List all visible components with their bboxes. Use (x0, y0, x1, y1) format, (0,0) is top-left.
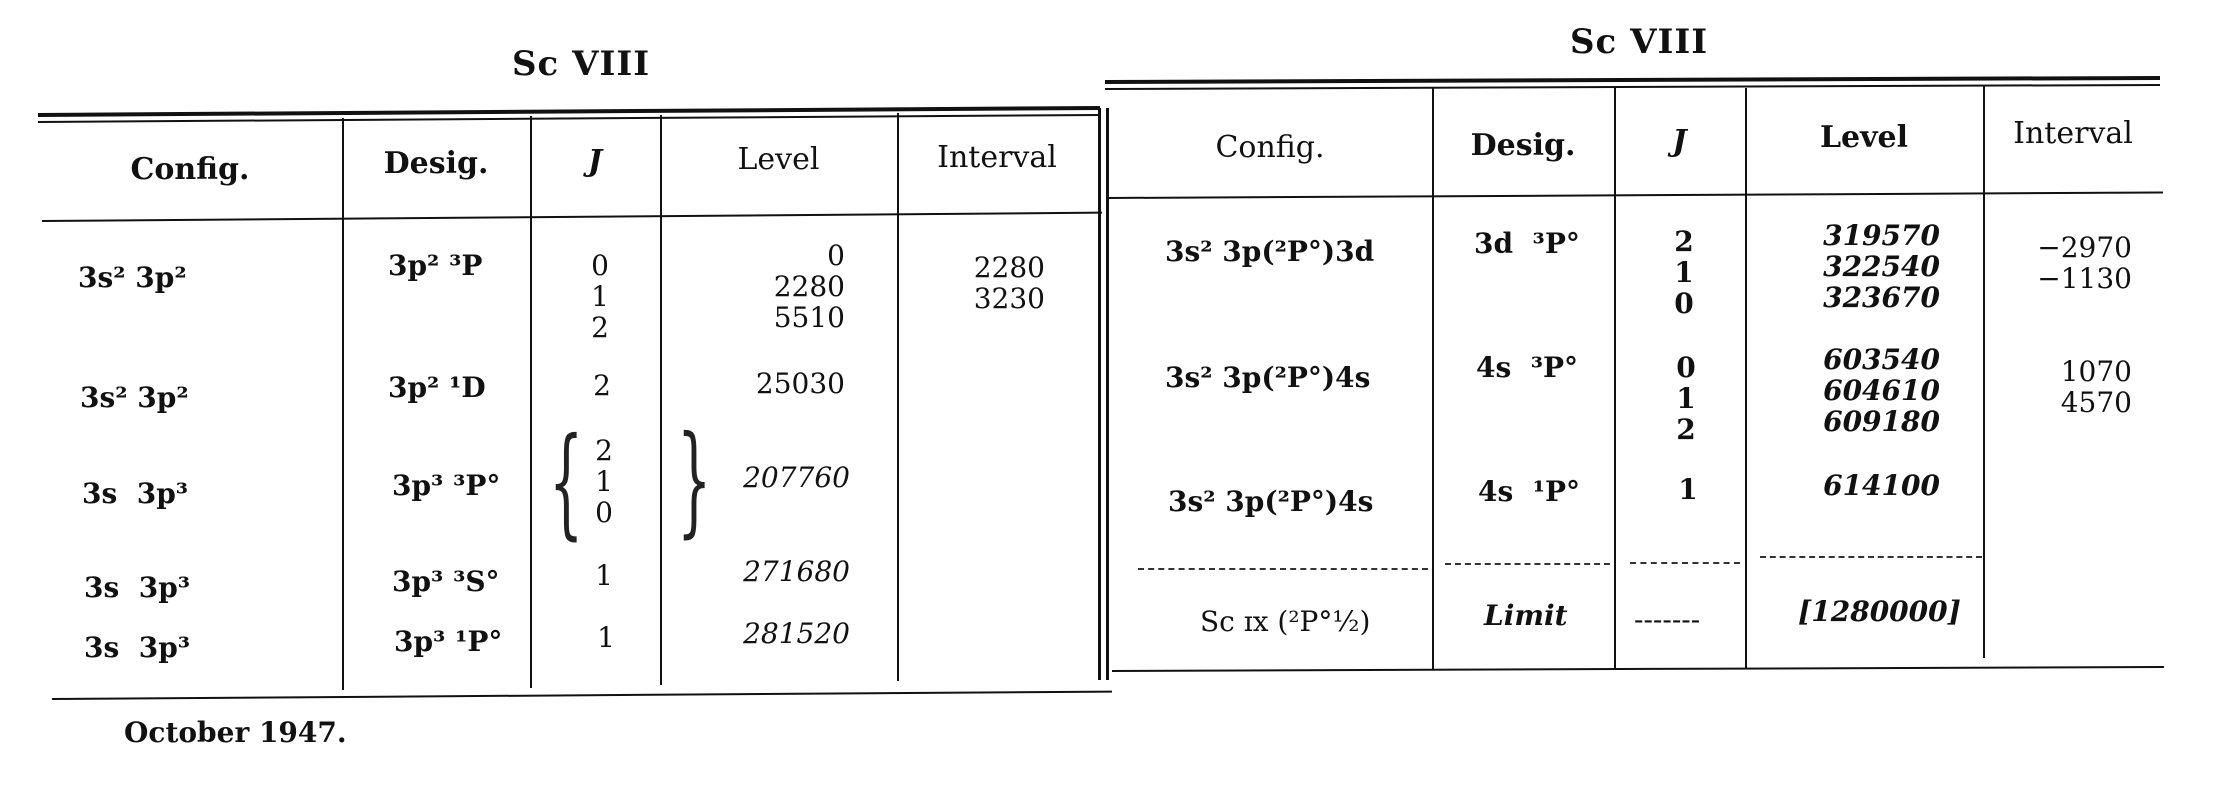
left-header-desig: Desig. (383, 146, 489, 181)
footer-date: October 1947. (124, 716, 347, 749)
left-row-3-config: 3s 3p³ (82, 477, 189, 510)
left-row-1-interval: 2280 3230 (973, 251, 1045, 315)
right-row-2-desig: 4s ³P° (1476, 351, 1579, 384)
left-row-2-level: 25030 (755, 367, 845, 400)
left-row-4-config: 3s 3p³ (84, 571, 191, 604)
limit-config: Sc ɪx (²P°½) (1200, 605, 1371, 638)
right-row-2-config: 3s² 3p(²P°)4s (1165, 361, 1371, 394)
right-row-3-j: 1 (1678, 473, 1698, 506)
limit-dash-desig (1445, 563, 1610, 565)
left-row-5-level: 281520 (743, 617, 850, 650)
center-divider-1 (1098, 108, 1101, 680)
left-col-divider-4 (897, 113, 899, 681)
left-row-1-config: 3s² 3p² (78, 261, 187, 294)
center-divider-2 (1106, 108, 1109, 680)
left-col-divider-2 (530, 116, 532, 688)
left-header-rule (42, 212, 1102, 222)
right-row-3-desig: 4s ¹P° (1478, 475, 1581, 508)
left-row-3-level: 207760 (743, 461, 850, 494)
right-row-2-j: 0 1 2 (1676, 351, 1696, 446)
right-row-3-level: 614100 (1823, 469, 1940, 502)
left-row-2-desig: 3p² ¹D (388, 371, 486, 404)
right-row-1-level: 319570 322540 323670 (1823, 219, 1940, 314)
left-bottom-rule (52, 691, 1112, 700)
right-row-1-j: 2 1 0 (1674, 225, 1694, 320)
right-col-divider-2 (1614, 88, 1616, 670)
left-header-interval: Interval (937, 140, 1057, 175)
right-row-2-level: 603540 604610 609180 (1823, 343, 1940, 438)
left-row-2-config: 3s² 3p² (80, 381, 189, 414)
left-header-level: Level (737, 142, 820, 177)
limit-dash-j (1630, 562, 1740, 564)
right-col-divider-1 (1432, 88, 1434, 670)
right-row-3-config: 3s² 3p(²P°)4s (1168, 485, 1374, 518)
right-top-rule-2 (1105, 84, 2160, 90)
right-top-rule (1105, 76, 2160, 84)
right-col-divider-3 (1745, 88, 1747, 668)
left-table-title: Sc VIII (512, 44, 651, 84)
left-row-5-config: 3s 3p³ (84, 631, 191, 664)
right-row-1-interval: −2970 −1130 (2037, 231, 2132, 295)
right-header-interval: Interval (2013, 116, 2133, 151)
left-row-1-desig: 3p² ³P (388, 249, 483, 282)
left-row-1-level: 0 2280 5510 (773, 239, 845, 334)
left-col-divider-3 (660, 115, 662, 685)
right-row-1-desig: 3d ³P° (1474, 227, 1580, 260)
left-row-4-desig: 3p³ ³S° (392, 565, 500, 598)
left-header-j: J (587, 144, 603, 179)
right-row-2-interval: 1070 4570 (2060, 355, 2132, 419)
left-brace: { (548, 413, 584, 552)
left-row-5-desig: 3p³ ¹P° (394, 625, 503, 658)
limit-dash-level (1760, 556, 1982, 558)
left-col-divider-1 (342, 118, 344, 690)
right-bottom-rule (1112, 666, 2164, 672)
limit-j: ------- (1634, 603, 1701, 636)
right-header-desig: Desig. (1470, 128, 1576, 163)
right-header-j: J (1672, 124, 1687, 159)
limit-level: [1280000] (1798, 595, 1961, 628)
right-col-divider-4 (1983, 86, 1985, 658)
left-row-3-desig: 3p³ ³P° (392, 469, 501, 502)
left-row-5-j: 1 (597, 621, 615, 654)
left-row-1-j: 0 1 2 (591, 249, 609, 344)
right-header-rule (1108, 191, 2163, 199)
left-row-4-j: 1 (595, 559, 613, 592)
left-row-2-j: 2 (593, 369, 611, 402)
limit-label: Limit (1484, 599, 1568, 632)
right-header-config: Config. (1215, 130, 1325, 165)
right-brace: } (676, 411, 712, 550)
left-header-config: Config. (130, 152, 250, 187)
right-row-1-config: 3s² 3p(²P°)3d (1165, 235, 1375, 268)
right-header-level: Level (1819, 120, 1909, 155)
left-row-4-level: 271680 (743, 555, 850, 588)
right-table-title: Sc VIII (1570, 22, 1709, 62)
limit-dash-config (1138, 568, 1428, 570)
left-row-3-j: 2 1 0 (595, 434, 613, 529)
